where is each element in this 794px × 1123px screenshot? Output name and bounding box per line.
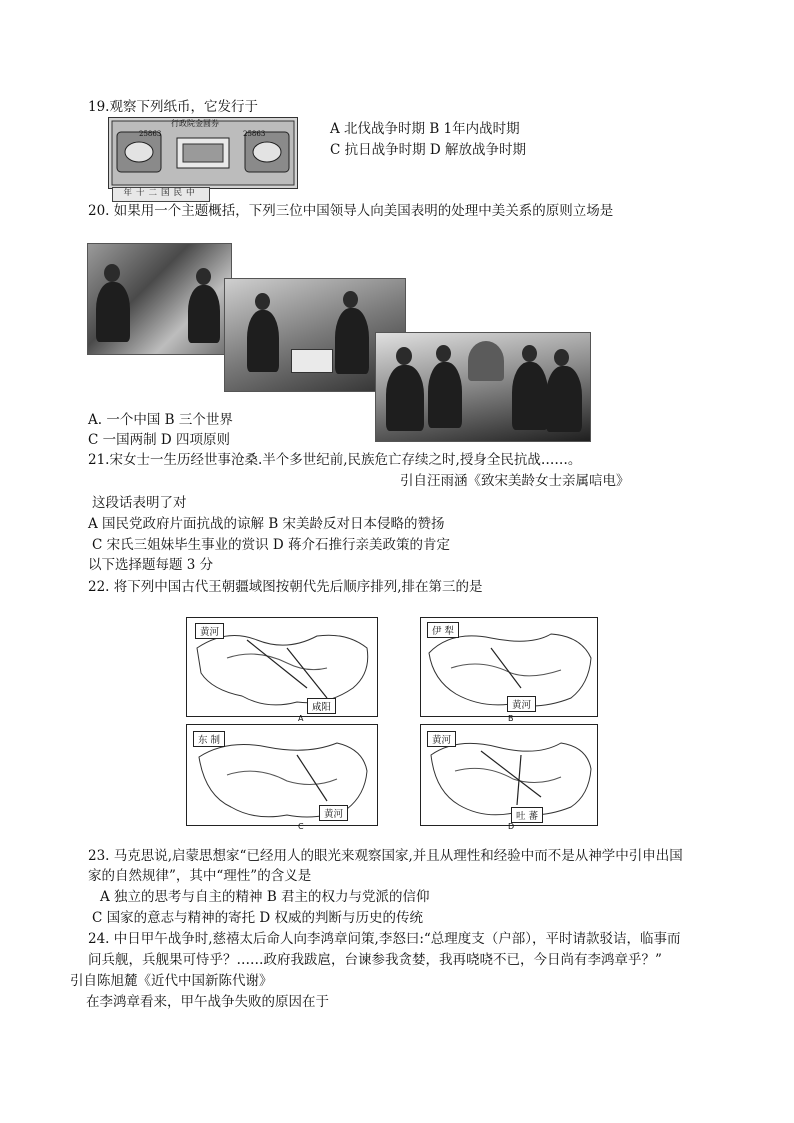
map-b-label-bottom: 黄河 — [507, 696, 536, 712]
map-b-letter: B — [508, 714, 514, 723]
banknote-image — [108, 117, 298, 189]
photo-person — [428, 362, 462, 428]
banknote-serial-right: 25863 — [243, 130, 266, 138]
photo-person-head — [554, 349, 569, 366]
q21-source: 引自汪雨涵《致宋美龄女士亲属唁电》 — [400, 473, 630, 489]
q21-options-line2: C 宋氏三姐妹毕生事业的赏识 D 蒋介石推行亲美政策的肯定 — [92, 537, 451, 553]
q20-options-line2: C 一国两制 D 四项原则 — [88, 432, 231, 448]
photo-person — [386, 365, 424, 431]
banknote-serial-left: 25863 — [139, 130, 162, 138]
q24-question: 在李鸿章看来，甲午战争失败的原因在于 — [86, 994, 329, 1010]
map-c-label-bottom: 黄河 — [319, 805, 348, 821]
photo-person — [546, 366, 582, 432]
q19-options-line2: C 抗日战争时期 D 解放战争时期 — [330, 142, 527, 158]
photo-person — [188, 285, 220, 343]
photo-flowers — [468, 341, 504, 381]
map-c-label-top: 东 制 — [193, 731, 225, 747]
map-c — [186, 724, 378, 826]
photo-person — [247, 310, 279, 372]
map-a-letter: A — [298, 714, 304, 723]
q24-stem-line1: 24. 中日甲午战争时,慈禧太后命人向李鸿章问策,李怒曰:“总理度支（户部），平时请款驳诘，临事而 — [88, 931, 681, 947]
map-b — [420, 617, 598, 717]
q24-stem-line2: 问兵舰，兵舰果可恃乎？……政府我跋扈，台谏参我贪婪，我再哓哓不已，今日尚有李鸿章乎？” — [88, 952, 662, 968]
photo-leader-3 — [375, 332, 591, 442]
map-d-label-bottom: 吐 蕃 — [511, 807, 543, 823]
photo-table — [291, 349, 333, 373]
q19-options-line1: A 北伐战争时期 B 1年内战时期 — [330, 121, 520, 137]
q20-options-line1: A. 一个中国 B 三个世界 — [88, 412, 233, 428]
photo-person — [96, 282, 130, 342]
photo-person-head — [522, 345, 537, 362]
q23-stem-line2: 家的自然规律”，其中“理性”的含义是 — [88, 868, 312, 884]
q24-source: 引自陈旭麓《近代中国新陈代谢》 — [70, 973, 273, 989]
photo-person-head — [436, 345, 451, 362]
q23-options-line2: C 国家的意志与精神的寄托 D 权威的判断与历史的传统 — [92, 910, 424, 926]
map-b-label-top: 伊 犁 — [427, 622, 459, 638]
section-note: 以下选择题每题 3 分 — [88, 557, 214, 573]
photo-person-head — [396, 347, 412, 365]
q22-stem: 22. 将下列中国古代王朝疆域图按朝代先后顺序排列,排在第三的是 — [88, 579, 483, 595]
map-d-letter: D — [508, 822, 515, 831]
q21-lead: 这段话表明了对 — [92, 495, 187, 511]
photo-person-head — [343, 291, 358, 308]
map-d — [420, 724, 598, 826]
q20-stem: 20. 如果用一个主题概括，下列三位中国领导人向美国表明的处理中美关系的原则立场是 — [88, 203, 614, 219]
banknote-top-text: 行政院金圆券 — [171, 119, 219, 128]
photo-leader-1 — [87, 243, 232, 355]
map-a-label-top: 黄河 — [195, 623, 224, 639]
photo-person — [335, 308, 369, 374]
photo-person-head — [104, 264, 120, 282]
q21-options-line1: A 国民党政府片面抗战的谅解 B 宋美龄反对日本侵略的赞扬 — [88, 516, 445, 532]
banknote-bottom-label: 年十二国民中 — [112, 187, 210, 202]
photo-person-head — [255, 293, 270, 310]
q21-stem: 21.宋女士一生历经世事沧桑.半个多世纪前,民族危亡存续之时,授身全民抗战……。 — [88, 452, 582, 468]
q23-stem-line1: 23. 马克思说,启蒙思想家“已经用人的眼光来观察国家,并且从理性和经验中而不是从神学中引申出国 — [88, 848, 683, 864]
map-a — [186, 617, 378, 717]
map-a-label-bottom: 咸阳 — [307, 698, 336, 714]
photo-person-head — [196, 268, 211, 285]
map-d-label-top: 黄河 — [427, 731, 456, 747]
q19-stem: 19.观察下列纸币，它发行于 — [88, 99, 258, 115]
q23-options-line1: A 独立的思考与自主的精神 B 君主的权力与党派的信仰 — [100, 889, 430, 905]
photo-person — [512, 362, 548, 430]
map-c-letter: C — [298, 822, 304, 831]
